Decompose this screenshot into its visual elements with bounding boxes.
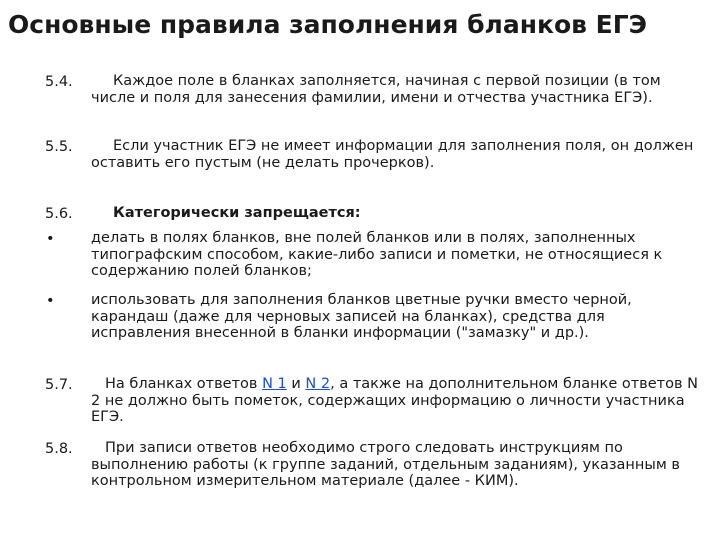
rule-number: 5.4.: [45, 74, 73, 90]
rule-5-7-text-middle: и: [286, 376, 306, 392]
rule-number: 5.6.: [45, 206, 73, 222]
rule-5-7-text-end: , а также на дополнительном бланке ответов N 2 не должно быть пометок, содержащих информацию о личности участника ЕГЭ.: [91, 376, 698, 425]
rule-number: 5.7.: [45, 377, 73, 393]
rule-text: [91, 205, 701, 222]
rule-5-5-text: Если участник ЕГЭ не имеет информации для заполнения поля, он должен оставить его пустым (не делать прочерков).: [91, 138, 694, 171]
blank-n2-link[interactable]: N 2: [305, 376, 331, 392]
bullet-icon: •: [46, 293, 55, 309]
rule-text: [91, 73, 701, 106]
rule-number: 5.8.: [45, 441, 73, 457]
rule-5-7-text-start: На бланках ответов: [105, 376, 263, 392]
rule-number: 5.5.: [45, 139, 73, 155]
rule-text: [91, 440, 701, 490]
rule-5-4-text: Каждое поле в бланках заполняется, начиная с первой позиции (в том числе и поля для занесения фамилии, имени и отчества участника ЕГЭ).: [91, 73, 661, 106]
rule-text: [91, 138, 701, 171]
rule-text: [91, 376, 701, 426]
bullet-text: использовать для заполнения бланков цветные ручки вместо черной, карандаш (даже для черновых записей на бланках), средства для исправления внесенной в бланки информации ("замазку" и др.).: [91, 292, 632, 341]
prohibition-label: Категорически запрещается:: [113, 205, 361, 221]
slide-title: Основные правила заполнения бланков ЕГЭ: [8, 10, 648, 39]
rule-5-8-text: При записи ответов необходимо строго следовать инструкциям по выполнению работы (к группе заданий, отдельным заданиям), указанным в контрольном измерительном материале (далее - КИМ).: [91, 440, 680, 489]
blank-n1-link[interactable]: N 1: [262, 376, 287, 392]
bullet-icon: •: [46, 231, 55, 247]
bullet-text: делать в полях бланков, вне полей бланков или в полях, заполненных типографским способом, какие-либо записи и пометки, не относящиеся к содержанию полей бланков;: [91, 230, 663, 279]
